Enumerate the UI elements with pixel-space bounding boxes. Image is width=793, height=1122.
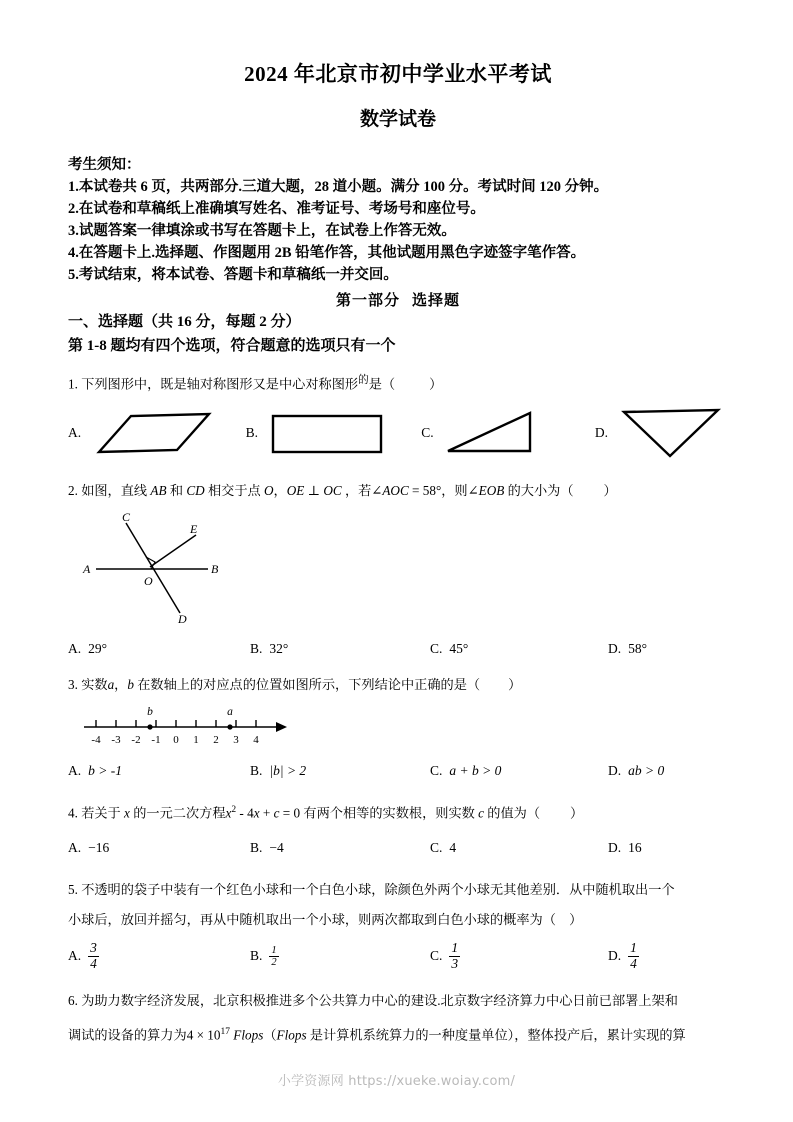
question-6-stem-line-2 (68, 1025, 728, 1045)
label-d: D (178, 611, 187, 625)
question-1-option-b-label: B. (245, 425, 258, 441)
section-heading-line-2: 第 1-8 题均有四个选项，符合题意的选项只有一个 (68, 338, 396, 355)
q2-var-eob: EOB (478, 482, 505, 498)
label-o: O (144, 573, 153, 588)
q5-opt-a-fraction (88, 941, 99, 970)
q6-line1: 为助力数字经济发展，北京积极推进多个公共算力中心的建设.北京数字经济算力中心日前已部署上架和 (81, 992, 678, 1008)
question-1-option-a-label: A. (68, 425, 82, 441)
question-5-option-d[interactable] (608, 941, 639, 970)
label-c: C (122, 509, 131, 524)
part-one-heading (68, 289, 728, 310)
page-title: 2024 年北京市初中学业水平考试 (244, 62, 552, 86)
q3-opt-c-label: C. (430, 763, 443, 779)
q5-opt-c-den: 3 (451, 955, 459, 971)
q3-t1: 实数 (81, 677, 108, 693)
question-5-option-b[interactable] (250, 941, 430, 970)
point-a-dot (227, 724, 232, 729)
q2-var-ab: AB (150, 482, 167, 498)
q2-var-oc: OC (323, 482, 342, 498)
question-1-text-b: 是（ (368, 376, 396, 392)
question-5-option-c[interactable] (430, 941, 608, 970)
watermark-site-name: 小学资源网 (277, 1074, 344, 1089)
q4-opt-b-value: −4 (269, 839, 284, 855)
notice-line-4: 4.在答题卡上.选择题、作图题用 2B 铅笔作答，其他试题用黑色字迹签字笔作答。 (68, 245, 586, 262)
question-1-figures (68, 406, 728, 461)
question-3-option-d[interactable] (608, 761, 664, 781)
question-1-text-sup: 的 (358, 374, 369, 386)
notice-line-2: 2.在试卷和草稿纸上准确填写姓名、准考证号、考场号和座位号。 (68, 201, 485, 218)
q2-t5: ⊥ (304, 482, 324, 498)
question-4-option-b[interactable] (250, 838, 430, 858)
question-5-stem-line-2 (68, 910, 728, 930)
question-3 (68, 675, 728, 781)
question-4-option-c[interactable] (430, 838, 608, 858)
q5-opt-a-num: 3 (90, 940, 97, 956)
numberline-tick-labels (91, 734, 259, 746)
question-5-stem-line-1 (68, 880, 728, 900)
q4-var-c: c (478, 805, 484, 821)
q2-var-aoc: AOC (382, 482, 409, 498)
question-3-stem (68, 675, 728, 695)
q2-t6: ，若∠ (341, 482, 383, 498)
question-2-options (68, 639, 728, 659)
question-2-diagram (78, 505, 728, 631)
notice-line-5: 5.考试结束，将本试卷、答题卡和草稿纸一并交回。 (68, 267, 398, 284)
watermark (0, 1070, 793, 1089)
q2-var-oe: OE (286, 482, 305, 498)
point-b-dot (147, 724, 152, 729)
q4-opt-d-value: 16 (628, 839, 642, 855)
q5-opt-c-label: C. (430, 948, 443, 964)
q3-opt-d-label: D. (608, 763, 622, 779)
q4-var-x: x (124, 805, 130, 821)
question-5-option-a[interactable] (68, 941, 250, 970)
question-2-option-b[interactable] (250, 639, 430, 659)
question-3-options (68, 761, 728, 781)
question-2-option-c[interactable] (430, 639, 608, 659)
q4-eq-x2: x (253, 805, 260, 821)
q2-var-o: O (264, 482, 274, 498)
part-one-name: 选择题 (412, 293, 461, 310)
question-1-option-d[interactable] (595, 406, 728, 461)
question-2-number: 2. (68, 482, 78, 498)
q2-opt-c-value: 45° (449, 640, 469, 656)
rectangle-icon (268, 408, 386, 458)
svg-text:3: 3 (233, 733, 239, 746)
q4-eq-exp: 2 (231, 805, 237, 816)
question-4-stem (68, 803, 728, 823)
question-1-option-b[interactable] (246, 408, 422, 458)
q5-line2: 小球后，放回并摇匀，再从中随机取出一个小球，则两次都取到白色小球的概率为（ ） (68, 911, 583, 927)
q2-var-cd: CD (186, 482, 205, 498)
q4-eq-c: c (273, 805, 280, 821)
question-4-number: 4. (68, 805, 78, 821)
question-5-number: 5. (68, 881, 78, 897)
svg-text:-4: -4 (91, 733, 101, 746)
q6-number-value: 4 × 10 (186, 1027, 221, 1043)
question-1-stem (68, 373, 728, 394)
inverted-triangle-icon (618, 406, 728, 461)
q5-line1: 不透明的袋子中装有一个红色小球和一个白色小球，除颜色外两个小球无其他差别．从中随机取出一个 (81, 881, 675, 897)
q2-t3: 相交于点 (204, 482, 264, 498)
q5-opt-d-fraction (628, 941, 639, 970)
question-4-options (68, 838, 728, 858)
q4-t1: 若关于 (81, 805, 125, 821)
svg-text:2: 2 (213, 733, 219, 746)
notice-line-3: 3.试题答案一律填涂或书写在答题卡上，在试卷上作答无效。 (68, 223, 456, 240)
q4-opt-c-label: C. (430, 839, 443, 855)
q3-var-b: b (127, 677, 134, 693)
q5-opt-b-num: 1 (271, 944, 277, 956)
notice-heading: 考生须知： (68, 156, 141, 173)
question-4-option-a[interactable] (68, 838, 250, 858)
q6-t1: 调试的设备的算力为 (68, 1027, 187, 1043)
question-6-stem-line-1 (68, 991, 728, 1011)
q5-opt-b-den: 2 (271, 956, 277, 968)
q4-t3: 有两个相等的实数根，则实数 (300, 805, 479, 821)
question-3-option-c[interactable] (430, 761, 608, 781)
question-3-numberline (80, 703, 728, 755)
watermark-url: https://xueke.woiay.com/ (348, 1074, 516, 1089)
question-5 (68, 880, 728, 971)
q4-eq-zero: = 0 (279, 805, 301, 821)
q5-opt-c-fraction (449, 941, 460, 970)
question-1-option-a[interactable] (68, 408, 246, 458)
q4-t2: 的一元二次方程 (129, 805, 226, 821)
q5-opt-b-label: B. (250, 948, 263, 964)
right-triangle-icon (444, 408, 554, 458)
q6-exponent: 17 (220, 1026, 230, 1037)
q2-t8: 的大小为（ (504, 482, 574, 498)
notice-block (68, 154, 728, 286)
question-2-stem (68, 481, 728, 501)
intersecting-lines-diagram (78, 505, 288, 625)
q2-t4: ， (273, 482, 287, 498)
svg-text:0: 0 (173, 733, 179, 746)
page-subtitle: 数学试卷 (359, 109, 436, 131)
parallelogram-icon (91, 408, 216, 458)
q3-opt-c-value: a + b > 0 (449, 763, 502, 779)
question-1 (68, 373, 728, 461)
q3-var-a: a (107, 677, 115, 693)
q2-opt-b-label: B. (250, 640, 263, 656)
q5-opt-a-label: A. (68, 948, 82, 964)
q4-opt-d-label: D. (608, 839, 622, 855)
question-3-option-a[interactable] (68, 761, 250, 781)
q4-eq-minus4: - 4 (236, 805, 254, 821)
notice-line-1: 1.本试卷共 6 页，共两部分.三道大题，28 道小题。满分 100 分。考试时间 120 分钟。 (68, 179, 609, 196)
q4-opt-b-label: B. (250, 839, 263, 855)
q3-t3: 在数轴上的对应点的位置如图所示，下列结论中正确的是（ (133, 677, 481, 693)
q3-t2: ， (114, 677, 128, 693)
question-6-number: 6. (68, 992, 78, 1008)
svg-text:-3: -3 (111, 733, 121, 746)
question-3-number: 3. (68, 677, 78, 693)
q5-opt-b-fraction (269, 945, 278, 968)
q6-unit-2: Flops (276, 1027, 307, 1043)
q3-opt-a-value: b > -1 (88, 763, 122, 779)
question-1-text-a: 下列图形中，既是轴对称图形又是中心对称图形 (81, 376, 359, 392)
q4-t4: 的值为（ (483, 805, 541, 821)
svg-text:-1: -1 (151, 733, 161, 746)
point-b-label: b (147, 705, 153, 718)
q2-t1: 如图，直线 (81, 482, 151, 498)
question-1-option-c-label: C. (421, 425, 434, 441)
q4-eq-plus: + (259, 805, 274, 821)
q4-opt-c-value: 4 (449, 839, 457, 855)
q3-opt-b-value: |b| > 2 (269, 763, 307, 779)
question-1-number: 1. (68, 376, 78, 392)
q3-opt-d-value: ab > 0 (628, 763, 665, 779)
q3-opt-a-label: A. (68, 763, 82, 779)
q5-opt-d-num: 1 (630, 940, 637, 956)
q4-eq-x: x (225, 805, 232, 821)
q2-opt-a-label: A. (68, 640, 82, 656)
section-heading-line-1: 一、选择题（共 16 分，每题 2 分） (68, 314, 301, 331)
q4-t5: ） (570, 805, 584, 821)
point-a-label: a (227, 705, 233, 718)
label-a: A (83, 561, 91, 576)
question-1-option-c[interactable] (421, 408, 595, 458)
label-e: E (190, 521, 198, 536)
question-1-option-d-label: D. (594, 425, 608, 441)
question-4-option-d[interactable] (608, 838, 642, 858)
q5-opt-a-den: 4 (90, 955, 97, 971)
svg-text:1: 1 (193, 733, 199, 746)
q6-t3: 是计算机系统算力的一种度量单位），整体投产后，累计实现的算 (306, 1027, 686, 1043)
question-1-text-c: ） (429, 376, 443, 392)
question-4 (68, 803, 728, 857)
part-one-label: 第一部分 (335, 293, 400, 310)
question-2-option-d[interactable] (608, 639, 647, 659)
q4-opt-a-label: A. (68, 839, 82, 855)
q2-t2: 和 (166, 482, 187, 498)
q4-opt-a-value: −16 (88, 839, 110, 855)
q3-opt-b-label: B. (250, 763, 263, 779)
question-2-option-a[interactable] (68, 639, 250, 659)
question-3-option-b[interactable] (250, 761, 430, 781)
svg-text:4: 4 (253, 733, 259, 746)
question-6 (68, 991, 728, 1045)
page-content (68, 0, 728, 1045)
number-line-diagram (80, 703, 295, 749)
q5-opt-c-num: 1 (451, 940, 459, 956)
q2-opt-c-label: C. (430, 640, 443, 656)
q2-opt-d-label: D. (608, 640, 622, 656)
question-2 (68, 481, 728, 659)
q2-opt-d-value: 58° (628, 640, 648, 656)
q5-opt-d-label: D. (608, 948, 622, 964)
q2-opt-a-value: 29° (88, 640, 108, 656)
q6-t2: （ (263, 1027, 277, 1043)
q2-opt-b-value: 32° (269, 640, 289, 656)
q5-opt-d-den: 4 (630, 955, 637, 971)
q3-t4: ） (508, 677, 522, 693)
question-5-options (68, 941, 728, 970)
q6-unit-1: Flops (233, 1027, 264, 1043)
q2-t7: = 58°，则∠ (408, 482, 479, 498)
svg-text:-2: -2 (131, 733, 141, 746)
q2-t9: ） (603, 482, 617, 498)
label-b: B (211, 561, 219, 576)
